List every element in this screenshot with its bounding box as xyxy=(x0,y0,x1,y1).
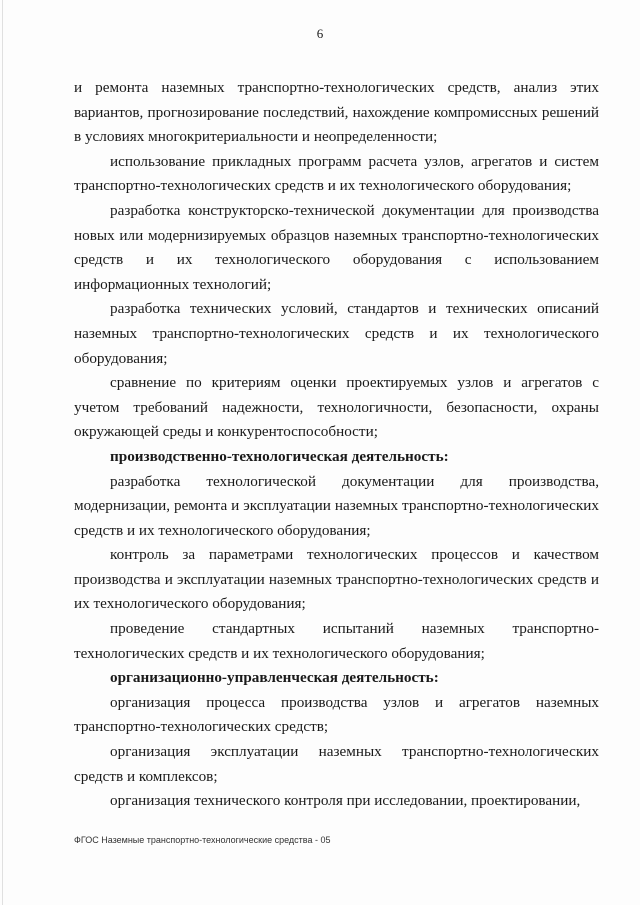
section-heading: производственно-технологическая деятельность: xyxy=(110,447,449,465)
paragraph: разработка технических условий, стандартов и технических описаний наземных транспортно-технологических средств и их технологического оборудования; xyxy=(74,300,599,367)
section-heading: организационно-управленческая деятельность: xyxy=(110,669,439,687)
paragraph: разработка конструкторско-технической документации для производства новых или модернизируемых образцов наземных транспортно-технологических средств и их технологического оборудования с использованием информационных технологий; xyxy=(74,201,599,293)
paragraph: организация эксплуатации наземных транспортно-технологических средств и комплексов; xyxy=(74,743,599,785)
paragraph: и ремонта наземных транспортно-технологических средств, анализ этих вариантов, прогнозирование последствий, нахождение компромиссных решений в условиях многокритериальности и неопределенности; xyxy=(74,79,599,146)
paragraph: организация процесса производства узлов и агрегатов наземных транспортно-технологических средств; xyxy=(74,693,599,736)
paragraph: сравнение по критериям оценки проектируемых узлов и агрегатов с учетом требований надежности, технологичности, безопасности, охраны окружающей среды и конкурентоспособности; xyxy=(74,374,599,441)
paragraph: проведение стандартных испытаний наземных транспортно-технологических средств и их технологического оборудования; xyxy=(74,620,599,662)
paragraph: организация технического контроля при исследовании, проектировании, xyxy=(110,792,581,810)
paragraph: разработка технологической документации для производства, модернизации, ремонта и эксплуатации наземных транспортно-технологических средств и их технологического оборудования; xyxy=(74,472,599,539)
page-number: 6 xyxy=(316,26,324,41)
scan-edge-line xyxy=(2,0,3,905)
document-body xyxy=(74,76,599,814)
paragraph: использование прикладных программ расчета узлов, агрегатов и систем транспортно-технологических средств и их технологического оборудования; xyxy=(74,152,599,195)
paragraph: контроль за параметрами технологических процессов и качеством производства и эксплуатации наземных транспортно-технологических средств и их технологического оборудования; xyxy=(74,546,599,613)
footer-text: ФГОС Наземные транспортно-технологические средства - 05 xyxy=(74,835,331,845)
